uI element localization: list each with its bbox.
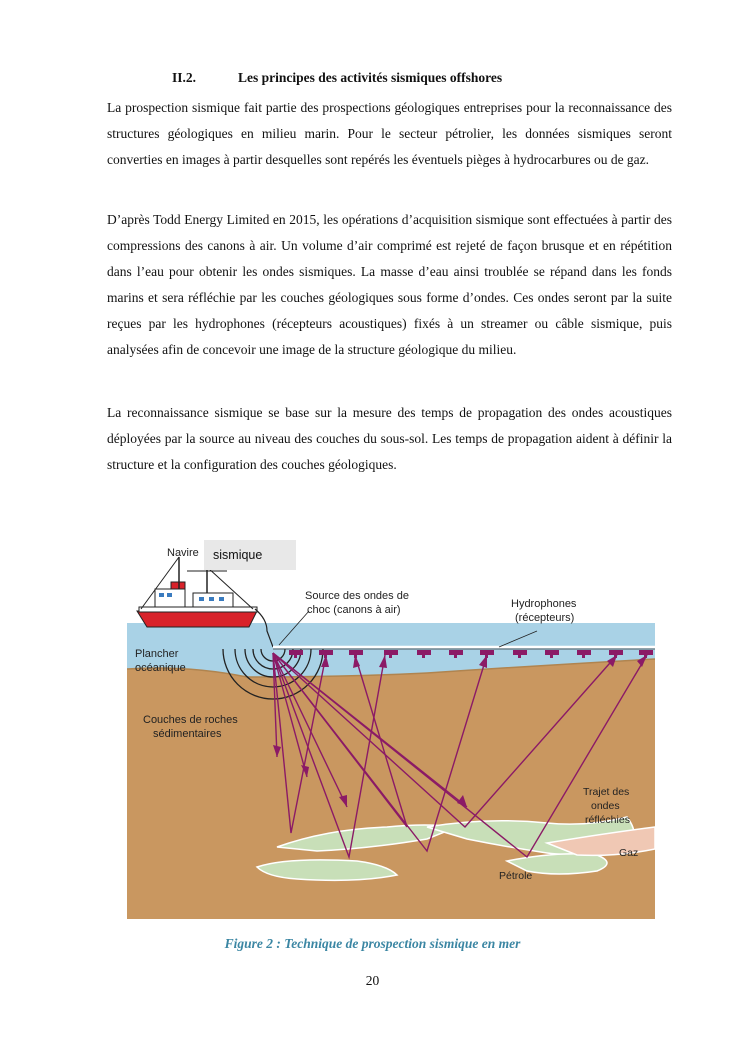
- label-couches-1: Couches de roches: [143, 714, 238, 726]
- label-plancher-1: Plancher: [135, 648, 179, 660]
- label-trajet-2: ondes: [591, 800, 620, 812]
- label-sismique: sismique: [213, 548, 263, 562]
- figure-caption: Figure 2 : Technique de prospection sismique en mer: [224, 936, 521, 951]
- paragraph-3: La reconnaissance sismique se base sur la mesure des temps de propagation des ondes acoustiques déployées par la source au niveau des couches du sous-sol. Les temps de propagation aident à définir la structure et la configuration des couches géologiques.: [107, 405, 672, 472]
- label-source-2: choc (canons à air): [307, 604, 401, 616]
- label-petrole: Pétrole: [499, 870, 533, 882]
- label-trajet-3: réfléchies: [585, 814, 630, 826]
- paragraph-2: D’après Todd Energy Limited en 2015, les opérations d’acquisition sismique sont effectuées à partir des compressions des canons à air. Un volume d’air comprimé est rejeté de façon brusque et en répétition dans l’eau pour obtenir les ondes sismiques. La masse d’eau ainsi troublée se répand dans les fonds marins et sera réfléchie par les couches géologiques sous forme d’ondes. Ces ondes seront par la suite reçues par les hydrophones (récepteurs acoustiques) fixés à un streamer ou câble sismique, puis analysées afin de concevoir une image de la structure géologique du milieu.: [107, 212, 672, 357]
- paragraph-1: La prospection sismique fait partie des prospections géologiques entreprises pour la reconnaissance des structures géologiques en milieu marin. Pour le secteur pétrolier, les données sismiques seront converties en images à partir desquelles sont repérés les éventuels pièges à hydrocarbures ou de gaz.: [107, 100, 672, 167]
- label-gaz: Gaz: [619, 847, 639, 859]
- section-title: Les principes des activités sismiques offshores: [238, 70, 503, 85]
- label-navire: Navire: [167, 547, 199, 559]
- label-source-1: Source des ondes de: [305, 590, 409, 602]
- seismic-diagram: [127, 527, 655, 919]
- label-trajet-1: Trajet des: [583, 786, 630, 798]
- label-hydro-1: Hydrophones: [511, 598, 577, 610]
- sediment-layer: [127, 659, 655, 919]
- section-number: II.2.: [172, 70, 197, 85]
- label-hydro-2: (récepteurs): [515, 612, 575, 624]
- label-plancher-2: océanique: [135, 662, 186, 674]
- label-couches-2: sédimentaires: [153, 728, 222, 740]
- seismic-figure: [127, 527, 655, 919]
- page-number: 20: [365, 973, 380, 988]
